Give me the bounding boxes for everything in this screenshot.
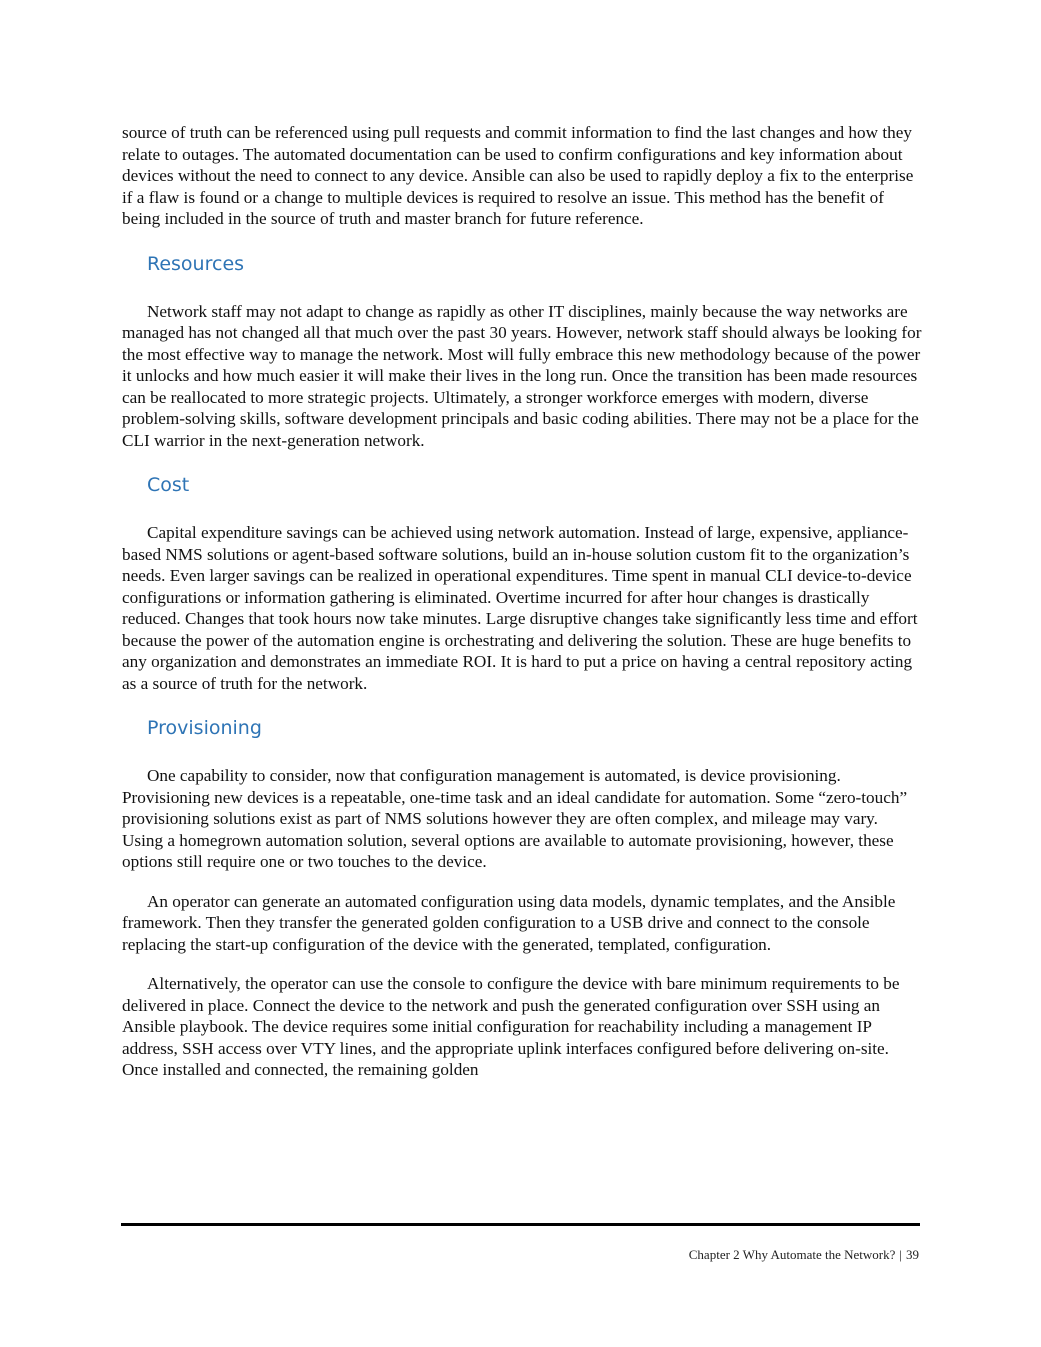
page-footer: [689, 1247, 919, 1263]
provisioning-paragraph-3: Alternatively, the operator can use the console to configure the device with bare minimum requirements to be delivered in place. Connect the device to the network and push the generated configuration over SSH using an Ansible playbook. The device requires some initial configuration for reachability including a management IP address, SSH access over VTY lines, and the appropriate uplink interfaces configured before delivering on-site. Once installed and connected, the remaining golden: [122, 974, 900, 1079]
page-body: [122, 122, 922, 1081]
footer-separator: |: [899, 1247, 902, 1262]
resources-paragraph: Network staff may not adapt to change as rapidly as other IT disciplines, mainly because the way networks are managed has not changed all that much over the past 30 years. However, network staff should always be looking for the most effective way to manage the network. Most will fully embrace this new methodology because of the power it unlocks and how much easier it will make their lives in the long run. Once the transition has been made resources can be reallocated to more strategic projects. Ultimately, a stronger workforce emerges with modern, diverse problem-solving skills, software development principals and basic coding abilities. There may not be a place for the CLI warrior in the next-generation network.: [122, 301, 922, 450]
intro-paragraph: source of truth can be referenced using pull requests and commit information to find the last changes and how they relate to outages. The automated documentation can be used to confirm configurations and key information about devices without the need to connect to any device. Ansible can also be used to rapidly deploy a fix to the enterprise if a flaw is found or a change to multiple devices is required to resolve an issue. This method has the benefit of being included in the source of truth and master branch for future reference.: [122, 123, 914, 228]
page-number: 39: [906, 1247, 919, 1262]
section-heading-provisioning: Provisioning: [147, 717, 262, 739]
provisioning-paragraph-1: One capability to consider, now that configuration management is automated, is device provisioning. Provisioning new devices is a repeatable, one-time task and an ideal candidate for automation. Some “zero-touch” provisioning solutions exist as part of NMS solutions however they are often complex, and mileage may vary. Using a homegrown automation solution, several options are available to automate provisioning, however, these options still require one or two touches to the device.: [122, 766, 908, 871]
footer-chapter-title: Chapter 2 Why Automate the Network?: [688, 1247, 896, 1262]
footer-rule: [121, 1223, 920, 1226]
provisioning-paragraph-2: An operator can generate an automated configuration using data models, dynamic templates, and the Ansible framework. Then they transfer the generated golden configuration to a USB drive and connect to the console replacing the start-up configuration of the device with the generated, templated, configuration.: [122, 891, 896, 954]
section-heading-resources: Resources: [147, 252, 245, 275]
section-heading-cost: Cost: [147, 474, 190, 496]
cost-paragraph: Capital expenditure savings can be achieved using network automation. Instead of large, expensive, appliance-based NMS solutions or agent-based software solutions, build an in-house solution custom fit to the organization’s needs. Even larger savings can be realized in operational expenditures. Time spent in manual CLI device-to-device configurations or information gathering is eliminated. Overtime incurred for after hour changes is drastically reduced. Changes that took hours now take minutes. Large disruptive changes take significantly less time and effort because the power of the automation engine is orchestrating and delivering the solution. These are huge benefits to any organization and demonstrates an immediate ROI. It is hard to put a price on having a central repository acting as a source of truth for the network.: [122, 523, 918, 693]
